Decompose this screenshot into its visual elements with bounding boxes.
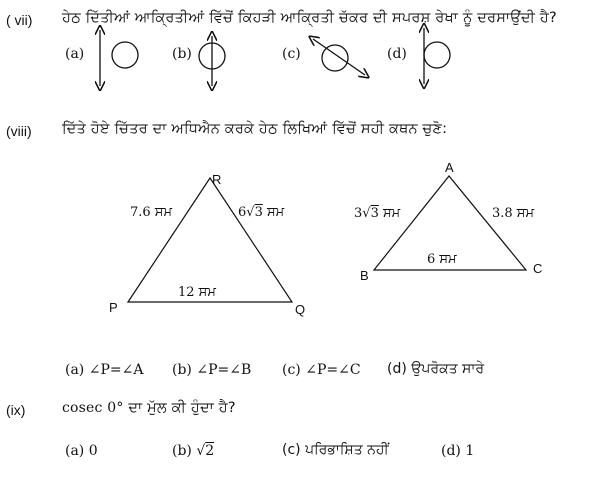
q8-option-c: (c) ∠P=∠C — [282, 362, 361, 378]
q7-number: ( vii) — [6, 12, 33, 28]
vertex-b: B — [360, 268, 369, 283]
q7-figure-a — [100, 30, 138, 86]
q9-text-rest: ਦਾ ਮੁੱਲ ਕੀ ਹੁੰਦਾ ਹੈ? — [128, 400, 236, 416]
q7-option-d-label: (d) — [387, 46, 407, 62]
side-ac-label: 3.8 ਸਮ — [492, 206, 535, 221]
q9-text-math: cosec 0° — [62, 400, 124, 416]
q7-c-line — [313, 39, 365, 75]
side-pq-label: 12 ਸਮ — [178, 285, 216, 300]
vertex-c: C — [533, 261, 543, 276]
vertex-p: P — [109, 300, 118, 315]
side-pr-label: 7.6 ਸਮ — [130, 205, 173, 220]
q7-d-circle — [424, 42, 450, 68]
q9-number: (ix) — [6, 402, 26, 418]
q9-text — [62, 400, 236, 416]
q7-figure-d — [424, 28, 450, 84]
q9-option-c: (c) ਪਰਿਭਾਸ਼ਿਤ ਨਹੀਂ — [282, 442, 389, 458]
vertex-r: R — [212, 172, 222, 187]
q8-text: ਦਿੱਤੇ ਹੋਏ ਚਿੱਤਰ ਦਾ ਅਧਿਐਨ ਕਰਕੇ ਹੇਠ ਲਿਖਿਆਂ ਵਿੱਚੋਂ ਸਹੀ ਕਥਨ ਚੁਣੋ: — [62, 121, 448, 137]
q7-c-circle — [322, 45, 348, 71]
q7-figure-b — [199, 36, 225, 86]
q7-text: ਹੇਠ ਦਿੱਤੀਆਂ ਆਕ੍ਰਿਤੀਆਂ ਵਿੱਚੋਂ ਕਿਹੜੀ ਆਕ੍ਰਿਤੀ ਚੱਕਰ ਦੀ ਸਪਰਸ਼ ਰੇਖਾ ਨੂੰ ਦਰਸਾਉਂਦੀ ਹੈ? — [62, 10, 557, 26]
triangle-pqr — [128, 178, 292, 302]
q9-option-a: (a) 0 — [65, 443, 98, 459]
q9-option-b: (b) √2 — [172, 443, 215, 459]
q8-option-b: (b) ∠P=∠B — [172, 362, 252, 378]
q7-option-c-label: (c) — [282, 46, 301, 62]
q8-number: (viii) — [6, 123, 32, 139]
side-ab-label: 3√3 ਸਮ — [354, 206, 401, 221]
q7-figure-c — [313, 39, 365, 75]
side-rq-label: 6√3 ਸਮ — [238, 205, 285, 220]
q8-option-d: (d) ਉਪਰੋਕਤ ਸਾਰੇ — [387, 361, 485, 377]
q9-option-d: (d) 1 — [441, 443, 475, 459]
side-bc-label: 6 ਸਮ — [427, 252, 457, 267]
q7-a-circle — [112, 42, 138, 68]
q7-option-b-label: (b) — [172, 46, 192, 62]
vertex-q: Q — [295, 302, 306, 317]
q7-option-a-label: (a) — [65, 46, 85, 62]
q8-option-a: (a) ∠P=∠A — [65, 362, 144, 378]
vertex-a: A — [445, 160, 454, 175]
